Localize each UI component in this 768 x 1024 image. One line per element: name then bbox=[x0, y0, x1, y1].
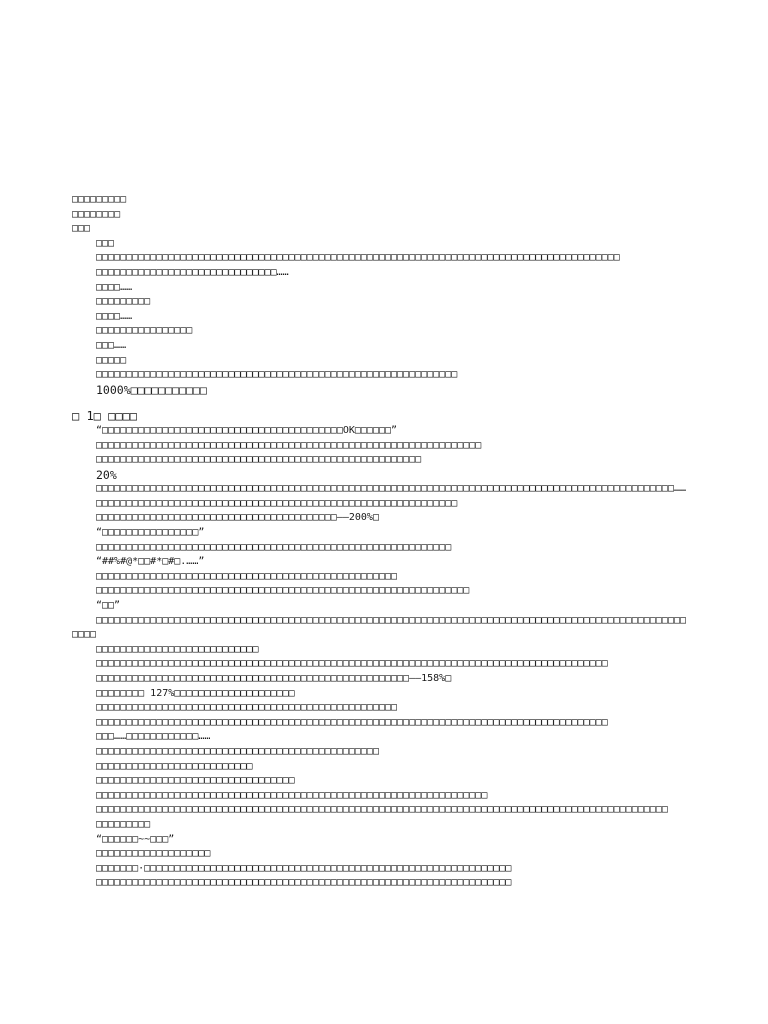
body-paragraph-10: “##%#@*□□#*□#□.……” bbox=[96, 556, 205, 568]
header-line-1: □□□□□□□□□ bbox=[72, 194, 127, 205]
intro-paragraph-9: □□□□□ bbox=[96, 354, 127, 366]
body-paragraph-26: □□□□□□□□□□□□□□□□□□□□□□□□□□□□□□□□□□□□□□□□□□□□□□□□□□□□□□□□□□□□□□□□□□□□□□□□□□□□□□□□□□□□□□□□□□□□□□□ bbox=[96, 804, 668, 816]
body-paragraph-19: □□□□□□□□□□□□□□□□□□□□□□□□□□□□□□□□□□□□□□□□□□□□□□□□□□ bbox=[96, 702, 398, 714]
header-line-3: □□□ bbox=[72, 223, 91, 235]
body-paragraph-24: □□□□□□□□□□□□□□□□□□□□□□□□□□□□□□□□□ bbox=[96, 775, 295, 787]
document-page bbox=[72, 193, 692, 891]
body-paragraph-7: □□□□□□□□□□□□□□□□□□□□□□□□□□□□□□□□□□□□□□□□——200%□ bbox=[96, 512, 379, 524]
intro-paragraph-8: □□□…… bbox=[96, 339, 127, 351]
body-paragraph-8: “□□□□□□□□□□□□□□□□” bbox=[96, 527, 205, 539]
intro-paragraph-2: □□□□□□□□□□□□□□□□□□□□□□□□□□□□□□□□□□□□□□□□□□□□□□□□□□□□□□□□□□□□□□□□□□□□□□□□□□□□□□□□□□□□□□□ bbox=[96, 252, 620, 264]
header-line-2: □□□□□□□□ bbox=[72, 208, 121, 220]
body-paragraph-21: □□□……□□□□□□□□□□□□…… bbox=[96, 731, 211, 743]
body-paragraph-28: “□□□□□□~~□□□” bbox=[96, 833, 175, 845]
intro-paragraph-3: □□□□□□□□□□□□□□□□□□□□□□□□□□□□□□…… bbox=[96, 266, 289, 278]
body-paragraph-4: 20% bbox=[96, 467, 117, 482]
body-paragraph-14: □□□□□□□□□□□□□□□□□□□□□□□□□□□□□□□□□□□□□□□□□□□□□□□□□□□□□□□□□□□□□□□□□□□□□□□□□□□□□□□□□□□□□□□□□□□□□□□□□□□□□□ bbox=[72, 614, 687, 641]
body-paragraph-9: □□□□□□□□□□□□□□□□□□□□□□□□□□□□□□□□□□□□□□□□□□□□□□□□□□□□□□□□□□□ bbox=[96, 541, 452, 553]
body-paragraph-12: □□□□□□□□□□□□□□□□□□□□□□□□□□□□□□□□□□□□□□□□□□□□□□□□□□□□□□□□□□□□□□ bbox=[96, 585, 470, 597]
intro-paragraph-6: □□□□…… bbox=[96, 310, 133, 322]
body-paragraph-13: “□□” bbox=[96, 600, 121, 612]
body-paragraph-22: □□□□□□□□□□□□□□□□□□□□□□□□□□□□□□□□□□□□□□□□□□□□□□□ bbox=[96, 745, 379, 757]
section-gap bbox=[72, 397, 692, 409]
body-paragraph-30: □□□□□□□·□□□□□□□□□□□□□□□□□□□□□□□□□□□□□□□□□□□□□□□□□□□□□□□□□□□□□□□□□□□□□ bbox=[96, 862, 512, 874]
body-paragraph-27: □□□□□□□□□ bbox=[96, 818, 151, 830]
body-paragraph-15: □□□□□□□□□□□□□□□□□□□□□□□□□□□ bbox=[96, 643, 259, 655]
body-paragraph-1: “□□□□□□□□□□□□□□□□□□□□□□□□□□□□□□□□□□□□□□□□OK□□□□□□” bbox=[96, 424, 398, 436]
body-paragraph-23: □□□□□□□□□□□□□□□□□□□□□□□□□□ bbox=[96, 760, 253, 772]
body-paragraph-31: □□□□□□□□□□□□□□□□□□□□□□□□□□□□□□□□□□□□□□□□□□□□□□□□□□□□□□□□□□□□□□□□□□□□□ bbox=[96, 877, 512, 889]
chapter-title: □ 1□ □□□□ bbox=[72, 409, 138, 424]
body-paragraph-20: □□□□□□□□□□□□□□□□□□□□□□□□□□□□□□□□□□□□□□□□□□□□□□□□□□□□□□□□□□□□□□□□□□□□□□□□□□□□□□□□□□□□□ bbox=[96, 716, 608, 728]
intro-paragraph-11: 1000%□□□□□□□□□□□ bbox=[96, 382, 207, 397]
body-paragraph-5: □□□□□□□□□□□□□□□□□□□□□□□□□□□□□□□□□□□□□□□□□□□□□□□□□□□□□□□□□□□□□□□□□□□□□□□□□□□□□□□□□□□□□□□□□□□□□□□□…… bbox=[96, 483, 687, 495]
body-paragraph-25: □□□□□□□□□□□□□□□□□□□□□□□□□□□□□□□□□□□□□□□□□□□□□□□□□□□□□□□□□□□□□□□□□ bbox=[96, 789, 488, 801]
body-paragraph-11: □□□□□□□□□□□□□□□□□□□□□□□□□□□□□□□□□□□□□□□□□□□□□□□□□□ bbox=[96, 570, 398, 582]
body-paragraph-17: □□□□□□□□□□□□□□□□□□□□□□□□□□□□□□□□□□□□□□□□□□□□□□□□□□□□——158%□ bbox=[96, 673, 452, 684]
body-paragraph-29: □□□□□□□□□□□□□□□□□□□ bbox=[96, 848, 211, 860]
body-paragraph-3: □□□□□□□□□□□□□□□□□□□□□□□□□□□□□□□□□□□□□□□□□□□□□□□□□□□□□□ bbox=[96, 454, 422, 466]
body-paragraph-16: □□□□□□□□□□□□□□□□□□□□□□□□□□□□□□□□□□□□□□□□□□□□□□□□□□□□□□□□□□□□□□□□□□□□□□□□□□□□□□□□□□□□□ bbox=[96, 658, 608, 670]
body-paragraph-18: □□□□□□□□ 127%□□□□□□□□□□□□□□□□□□□□ bbox=[96, 687, 295, 699]
intro-paragraph-7: □□□□□□□□□□□□□□□□ bbox=[96, 325, 193, 337]
intro-paragraph-1: □□□ bbox=[96, 237, 115, 249]
intro-paragraph-4: □□□□…… bbox=[96, 281, 133, 293]
body-paragraph-6: □□□□□□□□□□□□□□□□□□□□□□□□□□□□□□□□□□□□□□□□□□□□□□□□□□□□□□□□□□□□ bbox=[96, 497, 458, 509]
intro-paragraph-10: □□□□□□□□□□□□□□□□□□□□□□□□□□□□□□□□□□□□□□□□□□□□□□□□□□□□□□□□□□□□ bbox=[96, 369, 458, 381]
body-paragraph-2: □□□□□□□□□□□□□□□□□□□□□□□□□□□□□□□□□□□□□□□□□□□□□□□□□□□□□□□□□□□□□□□□ bbox=[96, 439, 482, 451]
intro-paragraph-5: □□□□□□□□□ bbox=[96, 296, 151, 308]
